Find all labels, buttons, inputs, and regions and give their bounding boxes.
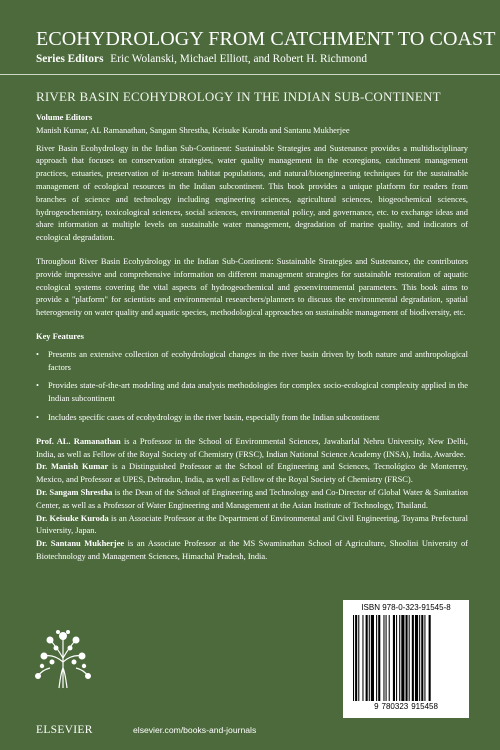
elsevier-tree-logo-icon [32,628,94,690]
book-title: RIVER BASIN ECOHYDROLOGY IN THE INDIAN SUB-CONTINENT [36,89,441,104]
author-name: Dr. Sangam Shrestha [36,486,113,497]
bullet-icon: • [36,348,39,359]
volume-editors-label: Volume Editors [36,112,93,122]
author-bio: Dr. Keisuke Kuroda is an Associate Professor at the Department of Environmental and Civil Engineering, Toyama Prefectural University, Japan. [36,512,468,536]
description-paragraph: Throughout River Basin Ecohydrology in the Indian Sub-Continent: Sustainable Strategies and Sustenance, the contributors provide impressive and comprehensive information on different management strategies for sustainable restoration of aquatic ecological systems covering the vital aspects of hydrogeochemical and geoenvironmental parameters. This book aims to provide a "platform" for scientists and environmental researchers/planners to discuss the environmental degradation, spatial heterogeneity on water quality and aquatic species, methodological approaches on sustainable management of biodiversity, etc. [36,255,468,318]
publisher-name: ELSEVIER [36,724,93,736]
author-bio: Dr. Sangam Shrestha is the Dean of the School of Engineering and Technology and Co-Director of Global Water & Sanitation Center, as well as a Professor of Water Engineering and Management at the Asian Institute of Technology, Thailand. [36,486,469,510]
barcode-box [343,600,469,718]
barcode-digit-group: 9 [374,702,379,711]
divider [0,74,500,75]
bullet-icon: • [36,411,39,422]
author-name: Dr. Santanu Mukherjee [36,538,125,549]
author-name: Dr. Keisuke Kuroda [36,512,109,523]
barcode-digit-group: 915458 [411,702,438,711]
series-editors [36,53,367,65]
description-paragraph: River Basin Ecohydrology in the Indian Sub-Continent: Sustainable Strategies and Sustenance provides a multidisciplinary approach that focuses on conservation strategies, water quality management in the ecoregions, catchment management practices, estuaries, preservation of in-stream habitat populations, and natural/bioengineering techniques for the sustainable management of ecological resources in the Indian subcontinent. This book provides a unique platform for readers from branches of science and technology including engineering sciences, agricultural sciences, biogeochemical sciences, hydrogeochemistry, toxicological sciences, social sciences, environmental policy, and governance, etc. to exchange ideas and share information at multiple levels on sustainable water management, degradation of marine quality, and indicators of ecological degradation. [36,142,468,243]
series-editors-label: Series Editors [36,53,104,65]
series-editors-names: Eric Wolanski, Michael Elliott, and Robert H. Richmond [110,53,368,65]
list-item: • Presents an extensive collection of ecohydrological changes in the river basin driven by both nature and anthropological factors [36,348,468,372]
list-item: • Includes specific cases of ecohydrology in the river basin, especially from the Indian subcontinent [36,411,380,422]
publisher-url[interactable]: elsevier.com/books-and-journals [133,725,257,735]
series-title: ECOHYDROLOGY FROM CATCHMENT TO COAST [36,28,496,50]
author-name: Dr. Manish Kumar [36,461,109,472]
key-features-list [36,348,468,424]
author-bio: Prof. AL. Ramanathan is a Professor in the School of Environmental Sciences, Jawaharlal Nehru University, New Delhi, India, as well as Fellow of the Royal Society of Chemistry (FRSC), Indian National Science Academy (INSA), India, Awardee. [36,435,468,459]
author-bio: Dr. Manish Kumar is a Distinguished Professor at the School of Engineering and Sciences, Tecnológico de Monterrey, Mexico, and Professor at UPES, Dehradun, India, as well as Fellow of the Royal Society of Chemistry (FRSC). [36,461,468,485]
barcode-digit-group: 780323 [381,702,409,711]
volume-editors-names: Manish Kumar, AL Ramanathan, Sangam Shrestha, Keisuke Kuroda and Santanu Mukherjee [36,124,350,135]
author-bio: Dr. Santanu Mukherjee is an Associate Professor at the MS Swaminathan School of Agriculture, Shoolini University of Biotechnology and Management Sciences, Himachal Pradesh, India. [36,538,468,561]
key-features-heading: Key Features [36,330,84,341]
barcode-digits [343,702,469,711]
barcode-icon [351,615,463,701]
cover-text [36,111,468,563]
isbn: ISBN 978-0-323-91545-8 [361,603,451,612]
author-name: Prof. AL. Ramanathan [36,435,121,446]
list-item: • Provides state-of-the-art modeling and data analysis methodologies for complex socio-ecological complexity applied in the Indian subcontinent [36,380,468,404]
bullet-icon: • [36,380,39,391]
